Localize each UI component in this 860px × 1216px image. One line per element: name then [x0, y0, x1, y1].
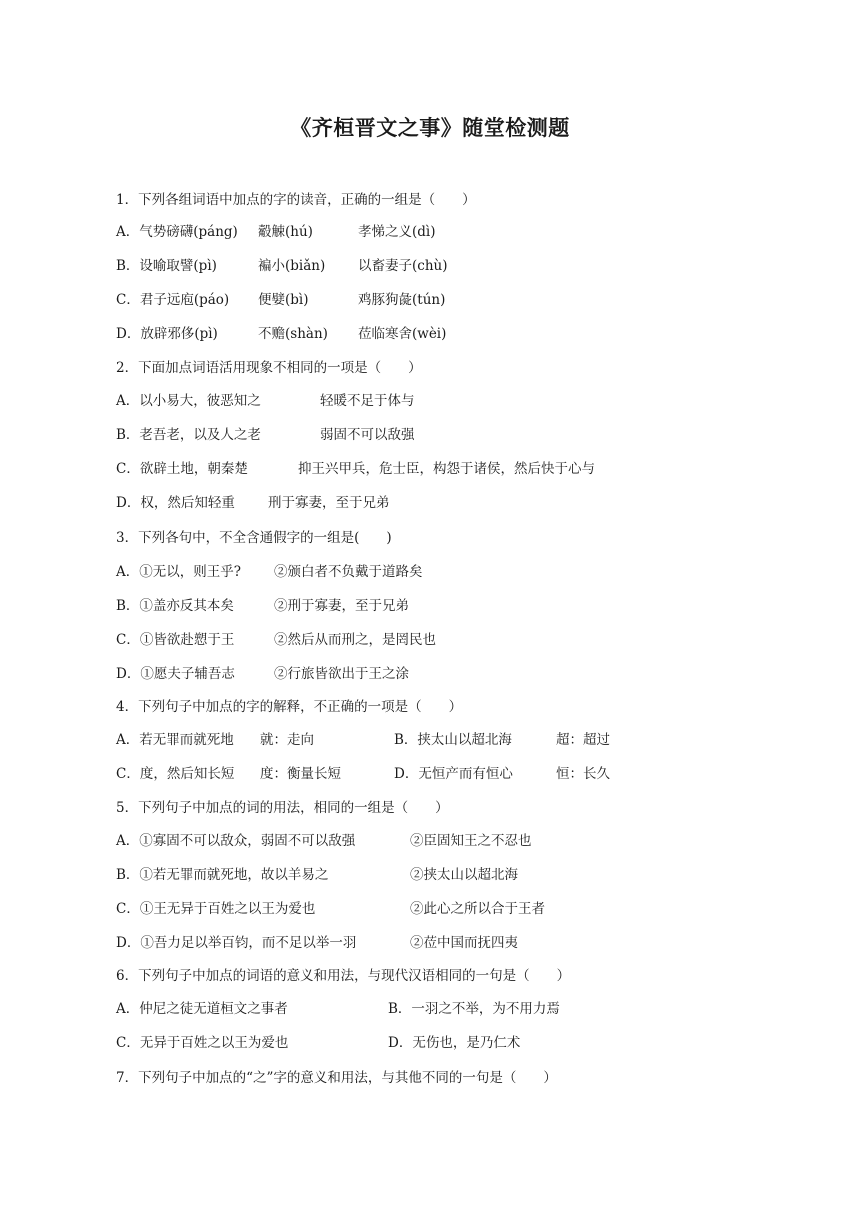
option-part: C．①王无异于百姓之以王为爱也	[116, 901, 316, 917]
option-part: ②然后从而刑之，是罔民也	[274, 632, 436, 648]
option-part: D．①吾力足以举百钧，而不足以举一羽	[116, 935, 357, 951]
question-5-stem: 5．下列句子中加点的词的用法，相同的一组是（ ）	[116, 800, 449, 816]
question-7-stem: 7．下列句子中加点的“之”字的意义和用法，与其他不同的一句是（ ）	[116, 1070, 557, 1086]
option-part: B．一羽之不举，为不用力焉	[388, 1001, 560, 1017]
option-part: 度：衡量长短	[260, 766, 341, 782]
option-part: A．以小易大，彼恶知之	[116, 393, 261, 409]
option-part: 弱固不可以敌强	[320, 427, 415, 443]
option-part: ②行旅皆欲出于王之涂	[274, 666, 409, 682]
option-part: 便嬖(bì)	[258, 292, 309, 308]
question-1-stem: 1．下列各组词语中加点的字的读音，正确的一组是（ ）	[116, 192, 476, 208]
option-part: ②刑于寡妻，至于兄弟	[274, 598, 409, 614]
option-part: ②臣固知王之不忍也	[410, 833, 532, 849]
option-part: ②此心之所以合于王者	[410, 901, 545, 917]
question-6-stem: 6．下列句子中加点的词语的意义和用法，与现代汉语相同的一句是（ ）	[116, 968, 571, 984]
option-part: 孝悌之义(dì)	[358, 224, 436, 240]
option-part: A．仲尼之徒无道桓文之事者	[116, 1001, 288, 1017]
question-2-stem: 2．下面加点词语活用现象不相同的一项是（ ）	[116, 360, 422, 376]
option-part: D．无恒产而有恒心	[394, 766, 513, 782]
option-part: C．无异于百姓之以王为爱也	[116, 1035, 289, 1051]
page-title: 《齐桓晋文之事》随堂检测题	[290, 116, 570, 140]
option-part: B．设喻取譬(pì)	[116, 258, 217, 274]
option-part: 就：走向	[260, 732, 314, 748]
option-part: ②莅中国而抚四夷	[410, 935, 518, 951]
question-3-stem: 3．下列各句中，不全含通假字的一组是( )	[116, 530, 392, 546]
option-part: 不赡(shàn)	[258, 326, 328, 342]
option-part: 鸡豚狗彘(tún)	[358, 292, 446, 308]
option-part: D．权，然后知轻重	[116, 495, 235, 511]
option-part: 恒：长久	[556, 766, 610, 782]
option-part: 觳觫(hú)	[258, 224, 313, 240]
option-part: C．欲辟土地，朝秦楚	[116, 461, 248, 477]
option-part: C．君子远庖(páo)	[116, 292, 230, 308]
option-part: B．老吾老，以及人之老	[116, 427, 261, 443]
question-4-stem: 4．下列句子中加点的字的解释，不正确的一项是（ ）	[116, 699, 463, 715]
option-part: B．①若无罪而就死地，故以羊易之	[116, 867, 329, 883]
option-part: 以畜妻子(chù)	[358, 258, 448, 274]
option-part: D．放辟邪侈(pì)	[116, 326, 218, 342]
option-part: 刑于寡妻，至于兄弟	[268, 495, 390, 511]
option-part: 褊小(biǎn)	[258, 258, 326, 274]
option-part: A．气势磅礴(páng)	[116, 224, 238, 240]
option-part: B．挟太山以超北海	[394, 732, 512, 748]
option-part: 莅临寒舍(wèi)	[358, 326, 447, 342]
option-part: A．①无以，则王乎?	[116, 564, 241, 580]
option-part: C．①皆欲赴愬于王	[116, 632, 235, 648]
option-part: ②挟太山以超北海	[410, 867, 518, 883]
option-part: B．①盖亦反其本矣	[116, 598, 234, 614]
option-part: A．①寡固不可以敌众，弱固不可以敌强	[116, 833, 356, 849]
option-part: D．①愿夫子辅吾志	[116, 666, 235, 682]
option-part: 轻暖不足于体与	[320, 393, 415, 409]
option-part: ②颁白者不负戴于道路矣	[274, 564, 423, 580]
option-part: C．度，然后知长短	[116, 766, 235, 782]
option-part: A．若无罪而就死地	[116, 732, 234, 748]
option-part: D．无伤也，是乃仁术	[388, 1035, 521, 1051]
option-part: 超：超过	[556, 732, 610, 748]
option-part: 抑王兴甲兵，危士臣，构怨于诸侯，然后快于心与	[298, 461, 595, 477]
